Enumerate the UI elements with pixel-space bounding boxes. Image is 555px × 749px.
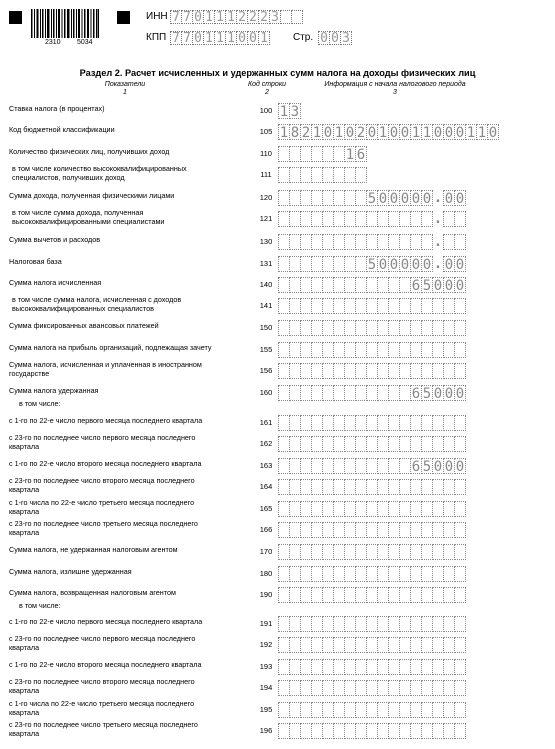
value-field-180[interactable] (278, 566, 547, 582)
value-field-100[interactable] (278, 103, 547, 119)
char-cell (454, 544, 466, 560)
char-cell: 0 (433, 386, 443, 402)
value-field-195[interactable] (278, 702, 547, 718)
row-label: с 23-го по последнее число второго месяца последнего квартала (9, 677, 195, 695)
row-label: Сумма налога, не удержанная налоговым агентом (9, 545, 178, 554)
kpp-field[interactable] (170, 31, 269, 45)
row-code: 196 (259, 726, 273, 735)
row-label: Сумма налога, излишне удержанная (9, 567, 132, 576)
row-code: 195 (259, 705, 273, 714)
char-cell: 0 (400, 125, 410, 141)
char-cell: 6 (356, 147, 366, 163)
char-cell: . (433, 190, 443, 206)
value-field-166[interactable] (278, 522, 547, 538)
char-cell (454, 298, 466, 314)
row-code: 190 (259, 590, 273, 599)
value-field-131[interactable] (278, 256, 547, 272)
char-cell: 0 (411, 257, 421, 273)
row-code: 193 (259, 662, 273, 671)
column-header-indicators: Показатели 1 (104, 81, 146, 96)
char-cell (291, 10, 303, 24)
char-cell: 0 (400, 257, 410, 273)
char-cell: 2 (247, 10, 259, 24)
char-cell: 5 (367, 257, 377, 273)
value-field-160[interactable] (278, 385, 547, 401)
char-cell: 2 (356, 125, 366, 141)
char-cell (454, 616, 466, 632)
char-cell: 0 (444, 257, 454, 273)
char-cell: 5 (367, 191, 377, 207)
char-cell: 0 (378, 191, 388, 207)
char-cell: 0 (400, 191, 410, 207)
char-cell: 0 (422, 191, 432, 207)
value-field-193[interactable] (278, 659, 547, 675)
barcode-image (31, 9, 99, 38)
row-label: с 1-го по 22-е число второго месяца последнего квартала (9, 660, 202, 669)
section-title: Раздел 2. Расчет исчисленных и удержанных сумм налога на доходы физических лиц (79, 68, 476, 78)
char-cell: 6 (411, 459, 421, 475)
char-cell: 0 (389, 191, 399, 207)
in-that-number-label: в том числе: (19, 399, 61, 408)
row-label: Ставка налога (в процентах) (9, 104, 105, 113)
row-code: 141 (259, 301, 273, 310)
char-cell: 0 (444, 125, 454, 141)
char-cell (454, 501, 466, 517)
char-cell: 1 (279, 125, 289, 141)
value-field-162[interactable] (278, 436, 547, 452)
char-cell: . (433, 211, 443, 227)
char-cell: З (269, 10, 281, 24)
row-label: с 23-го по последнее число третьего месяца последнего квартала (9, 720, 198, 738)
char-cell (454, 415, 466, 431)
row-code: 131 (259, 259, 273, 268)
char-cell: 2 (236, 10, 248, 24)
row-code: 161 (259, 418, 273, 427)
char-cell: 1 (225, 31, 237, 45)
char-cell: 0 (444, 459, 454, 475)
char-cell (454, 522, 466, 538)
corner-marker-left (9, 11, 22, 24)
row-label: в том числе сумма дохода, полученная высококвалифицированными специалистами (12, 208, 165, 226)
column-header-info: Информация с начала налогового периода 3 (324, 81, 466, 96)
inn-label: ИНН (146, 11, 168, 22)
row-code: 192 (259, 640, 273, 649)
inn-field[interactable] (170, 10, 302, 24)
char-cell: 1 (477, 125, 487, 141)
char-cell: 0 (455, 459, 465, 475)
char-cell: 3 (290, 104, 300, 120)
value-field-111[interactable] (278, 167, 547, 183)
char-cell: 1 (312, 125, 322, 141)
char-cell: 0 (488, 125, 498, 141)
char-cell: 3 (340, 31, 352, 45)
row-label: с 1-го по 22-е число второго месяца последнего квартала (9, 459, 202, 468)
value-field-170[interactable] (278, 544, 547, 560)
char-cell: 0 (455, 386, 465, 402)
value-field-165[interactable] (278, 501, 547, 517)
char-cell: 0 (345, 125, 355, 141)
char-cell: 0 (323, 125, 333, 141)
char-cell: 0 (433, 459, 443, 475)
row-code: 121 (259, 214, 273, 223)
char-cell: 0 (433, 125, 443, 141)
char-cell: 0 (378, 257, 388, 273)
char-cell: 0 (444, 278, 454, 294)
char-cell: . (433, 256, 443, 272)
char-cell: 0 (455, 191, 465, 207)
value-field-140[interactable] (278, 277, 547, 293)
char-cell: 1 (334, 125, 344, 141)
value-field-190[interactable] (278, 587, 547, 603)
row-code: 191 (259, 619, 273, 628)
char-cell: 0 (318, 31, 330, 45)
row-code: 165 (259, 504, 273, 513)
row-label: с 23-го по последнее число первого месяца последнего квартала (9, 433, 196, 451)
char-cell: 6 (411, 278, 421, 294)
value-field-121[interactable] (278, 211, 547, 227)
row-code: 160 (259, 388, 273, 397)
row-label: Сумма фиксированных авансовых платежей (9, 321, 159, 330)
row-code: 170 (259, 547, 273, 556)
char-cell: 7 (181, 10, 193, 24)
row-code: 110 (260, 149, 272, 158)
barcode-number-right: 5034 (77, 39, 93, 46)
row-code: 164 (259, 482, 273, 491)
char-cell: 7 (170, 10, 182, 24)
char-cell: 1 (214, 31, 226, 45)
char-cell (454, 702, 466, 718)
row-label: с 1-го по 22-е число первого месяца последнего квартала (9, 416, 203, 425)
char-cell: 0 (329, 31, 341, 45)
page-number-field[interactable] (318, 31, 351, 45)
row-label: в том числе количество высококвалифицированных специалистов, получивших доход (12, 164, 187, 182)
value-field-156[interactable] (278, 363, 547, 379)
char-cell: 0 (367, 125, 377, 141)
char-cell: 0 (389, 257, 399, 273)
char-cell (454, 637, 466, 653)
char-cell (454, 680, 466, 696)
row-label: с 1-го по 22-е число первого месяца последнего квартала (9, 617, 203, 626)
row-code: 140 (259, 280, 273, 289)
char-cell (454, 234, 466, 250)
char-cell: 5 (422, 278, 432, 294)
char-cell: 1 (214, 10, 226, 24)
char-cell (454, 211, 466, 227)
char-cell: 5 (422, 386, 432, 402)
row-code: 163 (259, 461, 273, 470)
char-cell: 8 (290, 125, 300, 141)
char-cell (454, 342, 466, 358)
row-code: 150 (259, 323, 273, 332)
row-label: с 23-го по последнее число второго месяца последнего квартала (9, 476, 195, 494)
row-code: 120 (259, 193, 273, 202)
row-label: с 23-го по последнее число третьего месяца последнего квартала (9, 519, 198, 537)
value-field-141[interactable] (278, 298, 547, 314)
char-cell: 0 (455, 125, 465, 141)
value-field-120[interactable] (278, 190, 547, 206)
char-cell (454, 723, 466, 739)
char-cell (454, 659, 466, 675)
page-label: Стр. (293, 32, 314, 43)
row-label: Сумма дохода, полученная физическими лицами (9, 191, 175, 200)
char-cell: 0 (247, 31, 259, 45)
char-cell: 0 (389, 125, 399, 141)
char-cell: 1 (203, 31, 215, 45)
row-code: 100 (259, 106, 273, 115)
value-field-194[interactable] (278, 680, 547, 696)
row-code: 105 (259, 127, 273, 136)
char-cell (454, 479, 466, 495)
char-cell: 2 (301, 125, 311, 141)
row-label: Налоговая база (9, 257, 62, 266)
row-label: с 1-го числа по 22-е число третьего месяца последнего квартала (9, 498, 195, 516)
row-code: 162 (259, 439, 273, 448)
value-field-192[interactable] (278, 637, 547, 653)
row-code: 166 (259, 525, 273, 534)
char-cell: 0 (411, 191, 421, 207)
char-cell: 0 (444, 386, 454, 402)
value-field-164[interactable] (278, 479, 547, 495)
row-code: 156 (259, 366, 273, 375)
row-label: с 23-го по последнее число первого месяца последнего квартала (9, 634, 196, 652)
char-cell: 1 (258, 31, 270, 45)
row-label: Код бюджетной классификации (9, 125, 115, 134)
value-field-155[interactable] (278, 342, 547, 358)
value-field-161[interactable] (278, 415, 547, 431)
barcode-number-left: 2310 (45, 39, 61, 46)
char-cell (454, 436, 466, 452)
column-header-code: Код строки 2 (247, 81, 287, 96)
char-cell (355, 167, 367, 183)
char-cell: 0 (192, 10, 204, 24)
char-cell: 2 (258, 10, 270, 24)
row-code: 194 (259, 683, 273, 692)
row-label: Сумма вычетов и расходов (9, 235, 101, 244)
row-label: Сумма налога, возвращенная налоговым агентом (9, 588, 176, 597)
row-label: Сумма налога на прибыль организаций, подлежащая зачету (9, 343, 212, 352)
value-field-196[interactable] (278, 723, 547, 739)
char-cell: 5 (422, 459, 432, 475)
value-field-150[interactable] (278, 320, 547, 336)
row-label: Сумма налога удержанная (9, 386, 99, 395)
row-label: с 1-го числа по 22-е число третьего месяца последнего квартала (9, 699, 195, 717)
char-cell: 0 (236, 31, 248, 45)
char-cell: 1 (411, 125, 421, 141)
value-field-130[interactable] (278, 234, 547, 250)
row-code: 111 (260, 170, 272, 179)
char-cell: 1 (203, 10, 215, 24)
row-label: Количество физических лиц, получивших доход (9, 147, 170, 156)
value-field-105[interactable] (278, 124, 547, 140)
row-label: Сумма налога исчисленная (9, 278, 102, 287)
corner-marker-right (117, 11, 130, 24)
char-cell: 1 (225, 10, 237, 24)
char-cell: 7 (181, 31, 193, 45)
char-cell (454, 320, 466, 336)
char-cell (454, 363, 466, 379)
row-label: в том числе сумма налога, исчисленная с доходов высококвалифицированных специалистов (12, 295, 182, 313)
char-cell: 0 (433, 278, 443, 294)
char-cell: 6 (411, 386, 421, 402)
value-field-110[interactable] (278, 146, 547, 162)
char-cell: 1 (422, 125, 432, 141)
char-cell: 1 (345, 147, 355, 163)
row-code: 130 (259, 237, 273, 246)
char-cell: 1 (279, 104, 289, 120)
char-cell: 1 (466, 125, 476, 141)
char-cell: 7 (170, 31, 182, 45)
char-cell: 0 (444, 191, 454, 207)
in-that-number-label: в том числе: (19, 601, 61, 610)
char-cell (454, 566, 466, 582)
char-cell: 1 (378, 125, 388, 141)
row-label: Сумма налога, исчисленная и уплаченная в иностранном государстве (9, 360, 202, 378)
char-cell: 0 (455, 278, 465, 294)
value-field-163[interactable] (278, 458, 547, 474)
value-field-191[interactable] (278, 616, 547, 632)
kpp-label: КПП (146, 32, 167, 43)
char-cell: . (433, 234, 443, 250)
char-cell: 0 (422, 257, 432, 273)
char-cell: 0 (192, 31, 204, 45)
row-code: 180 (259, 569, 273, 578)
char-cell: 0 (455, 257, 465, 273)
char-cell (454, 587, 466, 603)
row-code: 155 (259, 345, 273, 354)
